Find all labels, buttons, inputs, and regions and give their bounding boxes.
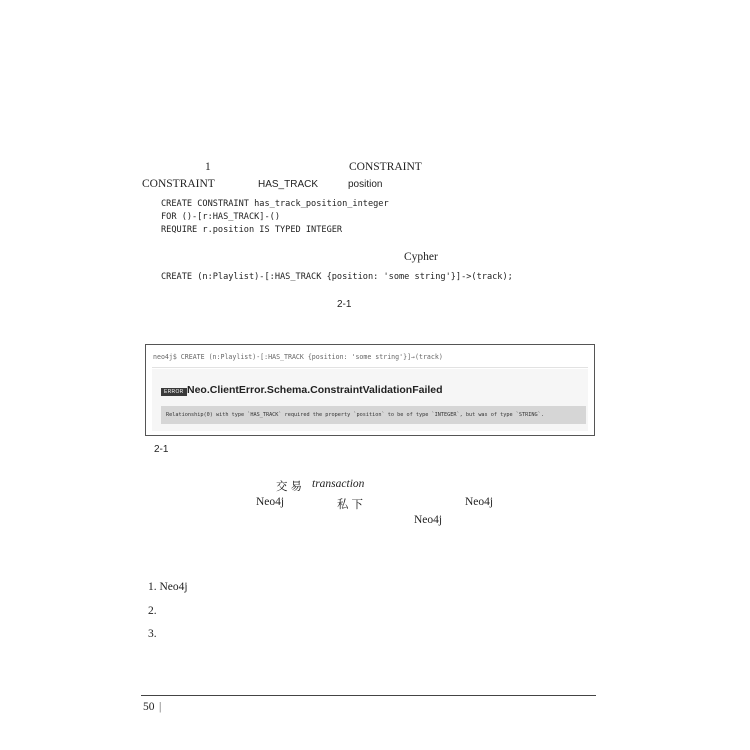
code-line: REQUIRE r.position IS TYPED INTEGER [161, 225, 343, 235]
error-message: Relationship(0) with type `HAS_TRACK` required the property `position` to be of type `INTEGER`, but was of type `STRING`. [161, 406, 586, 424]
error-title: Neo.ClientError.Schema.ConstraintValidationFailed [187, 384, 443, 396]
text-fragment-cypher: Cypher [404, 251, 438, 263]
list-item: 1. Neo4j [148, 581, 188, 593]
text-fragment-position: position [348, 179, 383, 190]
footer-separator: | [159, 701, 162, 713]
text-fragment-jiaoyi: 交易 [276, 481, 305, 493]
text-fragment-constraint: CONSTRAINT [142, 178, 215, 190]
code-line: FOR ()-[r:HAS_TRACK]-() [161, 212, 280, 222]
page-number: 50 [143, 701, 155, 713]
code-block-create: CREATE (n:Playlist)-[:HAS_TRACK {position: 'some string'}]->(track); [161, 272, 513, 282]
error-badge: ERROR [161, 388, 187, 396]
text-fragment-sixia: 私下 [337, 499, 366, 511]
text-fragment-neo4j: Neo4j [465, 496, 494, 508]
text-fragment-has-track: HAS_TRACK [258, 179, 319, 190]
footer-rule [141, 695, 596, 696]
figure-caption: 2-1 [154, 444, 169, 455]
figure-reference: 2-1 [337, 299, 352, 310]
text-fragment-neo4j: Neo4j [414, 514, 443, 526]
code-line: CREATE CONSTRAINT has_track_position_integer [161, 199, 389, 209]
code-block-constraint [161, 198, 389, 237]
figure-command-line: neo4j$ CREATE (n:Playlist)-[:HAS_TRACK {position: 'some string'}]→(track) [153, 353, 443, 361]
list-item: 2. [148, 605, 157, 617]
text-fragment-constraint: CONSTRAINT [349, 161, 422, 173]
text-fragment-neo4j: Neo4j [256, 496, 285, 508]
list-item: 3. [148, 628, 157, 640]
text-fragment-1: 1 [205, 161, 211, 173]
figure-divider [152, 367, 588, 368]
figure-error-screenshot [145, 344, 595, 436]
text-fragment-transaction: transaction [312, 478, 365, 490]
